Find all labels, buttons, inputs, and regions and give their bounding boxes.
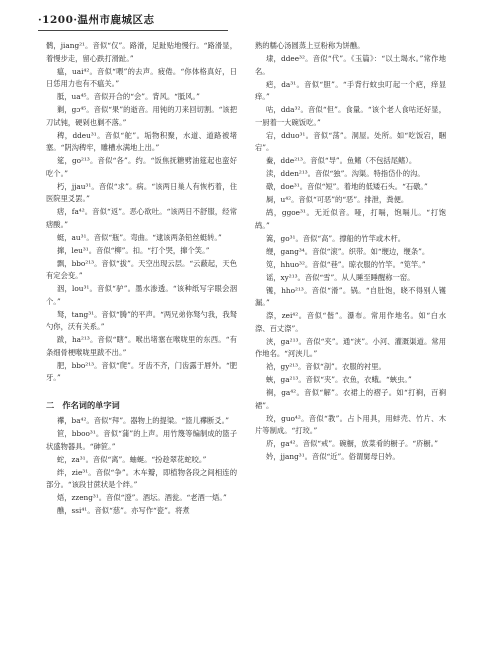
dictionary-entry: 礅，doe³¹。音似“短”。着地的低矮石头。“石礅。” [265, 182, 428, 191]
dictionary-entry: 妗，jjang³¹。音似“近”。俗谓舅母日妗。 [265, 452, 400, 461]
dictionary-entry: 驽，tang³¹。音似“腾”的平声。“两兄弟你驽勺我，我驽勺你，沃有关系。” [46, 309, 237, 331]
dictionary-entry: 蛇，za³¹。音似“离”。蚰蜒。“扮趁翠花蛇咬。” [56, 454, 207, 464]
dictionary-entry: 襻，ba⁴²。音似“拜”。器物上的提梁。“篮儿襻断爻。” [56, 416, 230, 425]
dictionary-entry: 剿，gɔ⁴⁵。音似“果”的逝音。用钝的刀来回切割。“该把刀试钝，硬剁也剿不落。” [46, 105, 237, 127]
dictionary-entry: 撺，leu³¹。音似“柳”。扣。“打个哭，撺个笑。” [56, 245, 210, 255]
dictionary-entry: 咕，dda³²。音似“但”。食量。“该个老人食咕还好显，一厨着一大碗饭吃。” [255, 105, 446, 127]
dictionary-entry: 绊，zie³¹。音似“争”。木车瓣，即植物各段之间相连的部分。“该段甘蔗状是个绊。” [46, 467, 237, 489]
header-rule [38, 30, 228, 31]
dictionary-entry: 篙，go³¹。音似“高”。撑船的竹竿或木杆。 [265, 233, 406, 243]
dictionary-entry: 焐，zzeng³¹。音似“澄”。酒坛。酒瓮。“老酒一焐。” [56, 493, 227, 502]
dictionary-entry: 浃，ga²¹³。音似“夹”。通“浃”。小河、灌溉渠道。常用作地名。“河浃儿。” [255, 336, 446, 358]
left-column [46, 40, 237, 518]
dictionary-entry: 缏，gang³⁴。音似“滚”。织带。如“缏边，缏条”。 [265, 246, 430, 256]
dictionary-entry: 醮，ssi⁴¹。音似“慈”。亦写作“瓷”。将煮 [56, 506, 190, 515]
dictionary-entry: 疤，da³¹。音似“胆”。“手背行蚊虫叮起一个疤，痒显痒。” [255, 79, 446, 101]
dictionary-entry: 飘，bbo²¹³。音似“拔”。天空出现云层。“云蔽起，天色有定会变。” [46, 258, 237, 280]
dictionary-entry: 屙，u⁴²。音似“可恶”的“恶”。排泄，粪便。 [265, 195, 409, 204]
dictionary-entry: 笸，bboo³¹。音似“蒲”的上声。用竹篾等编制成的篮子状盛物器具。“砷笸。” [46, 429, 237, 451]
right-column [255, 40, 446, 464]
dictionary-entry: 鸪，ggoe³¹。无近似音。哑，打嗝，饱嗝儿。“打饱鸪。” [255, 208, 446, 230]
continued-paragraph: 鹘，jiang²¹。音似“仅”。路滑，足趾贴地慢行。“路滑显，着慢步走，留心跌打滑趾。” [46, 41, 237, 63]
dictionary-entry: 瘟，uai⁴²。音似“喂”的去声。疲倦。“你体格真好，日日恁用力也有不瘟关。” [46, 66, 237, 88]
dictionary-entry: 漈，zei⁴²。音似“偕”。瀑布。常用作地名。如“白水漈、百丈漈”。 [255, 311, 446, 333]
dictionary-entry: 裥，ga⁴²。音似“解”。衣裙上的褶子。如“打裥，百裥裙”。 [255, 388, 446, 410]
dictionary-entry: 宕，dduo³¹。音似“荡”。洞屋。处所。如“吃饭宕，睏宕”。 [255, 130, 446, 152]
dictionary-entry: 蛺，ga²¹³。音似“夹”。衣鱼，衣蛾。“蛺虫。” [265, 375, 412, 384]
dictionary-entry: 笕，hhuo³²。音似“巷”。晾衣服的竹竿。“笕竿。” [265, 259, 426, 269]
page-header: ·1200·温州市鹿城区志 [38, 14, 155, 26]
dictionary-entry: 鲞，dde²¹³。音似“导”。鱼鳍（不包括尾鳍）。 [265, 156, 417, 165]
dictionary-entry: 珓，guo⁴²。音似“教”。占卜用具，用蚌壳、竹片、木片等制成。“打珓。” [255, 413, 446, 435]
dictionary-entry: 埭，ddee³²。音似“代”。《玉篇》：“以土堨水。”常作地名。 [255, 54, 446, 76]
dictionary-entry: 渎，dden²¹³。音似“独”。沟渠。特指岱仆的沟。 [265, 169, 425, 178]
dictionary-entry: 跋，ha²¹³。音似“瞎”。喉出堵塞在喉咙里的东西。“有条细骨梗喉咙里跋不出。” [46, 335, 237, 357]
dictionary-entry: 肥，bbo²¹³。音似“爬”。牙齿不齐，门齿露于唇外。“肥牙。” [46, 360, 237, 382]
dictionary-entry: 胝，ua⁴⁵。音似开合的“会”。背风。“胝风。” [56, 92, 200, 101]
dictionary-entry: 朽，jjau³¹。音似“求”。病。“该两日巢人有恢朽着，住医院里爻罢。” [46, 181, 237, 203]
dictionary-entry: 洇，lou³¹。音似“驴”。墨水渗透。“该种纸写字眼会洇个。” [46, 284, 237, 306]
dictionary-entry: 稗，ddeu³¹。音似“舵”。垢物积聚，水道、道路被堵塞。“阴沟稗牢，雕槽水满地上出。” [46, 130, 237, 152]
continued-paragraph: 熟的糯心汤圆蒸上豆粉称为饼醮。 [255, 41, 365, 50]
dictionary-entry: 谣，xy²¹³。音似“雪”。从人睡至睡醒称一窑。 [265, 272, 415, 282]
dictionary-entry: 镬，hho²¹³。音似“滑”。锅。“自肚饱，晓不得别人镬漏。” [255, 285, 446, 307]
dictionary-entry: 蜓，au³¹。音似“瓶”。弯曲。“逮该两条铅丝蜓转。” [56, 232, 222, 242]
dictionary-entry: 痞，fa⁴²。音似“返”。恶心欲吐。“该两日不舒服，经常痞酸。” [46, 207, 237, 229]
dictionary-entry: 筵，go²¹³。音似“各”。约。“饭焦抚糖劈油筵起也蛮好吃个。” [46, 156, 237, 178]
dictionary-entry: 庎，ga⁴²。音似“戒”。碗橱，放菜肴的橱子。“庎橱。” [265, 439, 439, 448]
section-title: 二 作名词的单字词 [46, 399, 120, 410]
dictionary-entry: 袷，gy²¹³。音似“剖”。衣服的衬里。 [265, 362, 386, 371]
